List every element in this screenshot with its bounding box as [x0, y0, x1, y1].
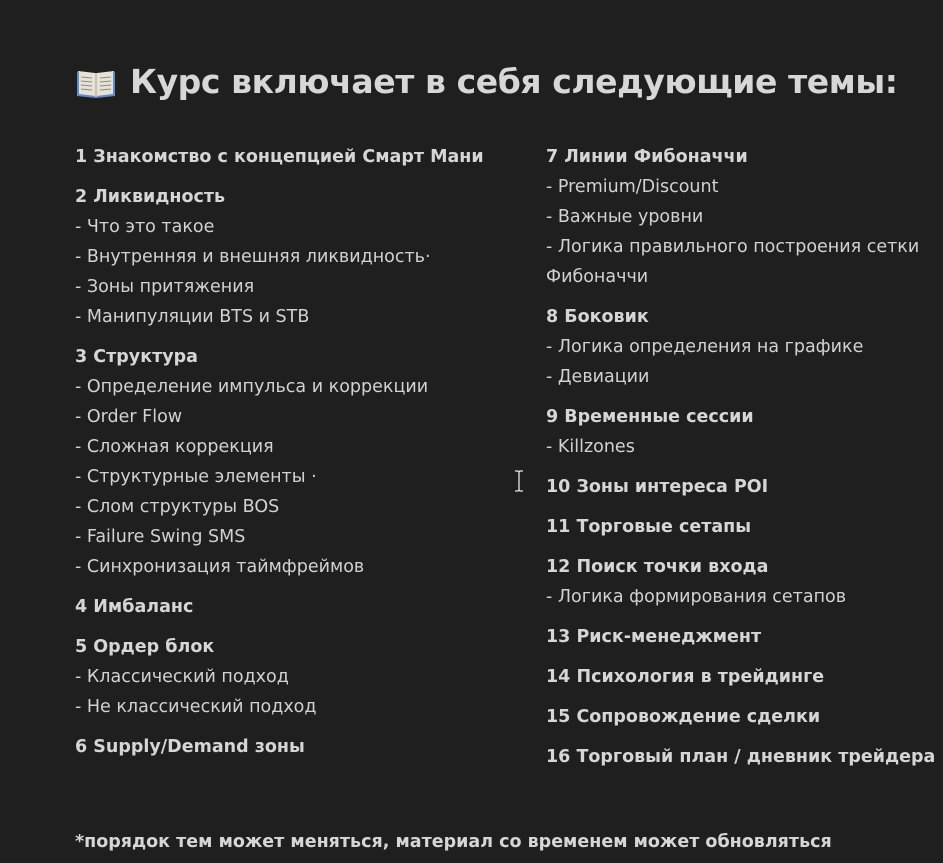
topics-column-left — [75, 142, 515, 772]
topic-title: 10 Зоны интереса POI — [546, 477, 769, 497]
footnote: *порядок тем может меняться, материал со временем может обновляться — [75, 832, 832, 852]
topic-title: 14 Психология в трейдинге — [546, 667, 825, 687]
topic-block — [75, 142, 515, 172]
topic-subitem: - Зоны притяжения — [75, 277, 255, 297]
topic-title: 2 Ликвидность — [75, 187, 226, 207]
page-heading — [76, 62, 898, 101]
topic-subitem: - Premium/Discount — [546, 177, 719, 197]
topic-subitem: - Важные уровни — [546, 207, 704, 227]
topic-block — [546, 142, 931, 292]
topic-block — [75, 592, 515, 622]
topic-subitem: - Структурные элементы · — [75, 467, 317, 487]
topic-subitem: - Не классический подход — [75, 697, 317, 717]
topic-block — [75, 342, 515, 582]
topic-block — [546, 512, 931, 542]
topic-block — [75, 732, 515, 762]
topic-subitem: - Логика формирования сетапов — [546, 587, 847, 607]
topic-subitem: - Killzones — [546, 437, 635, 457]
topic-title: 3 Структура — [75, 347, 198, 367]
topic-title: 8 Боковик — [546, 307, 649, 327]
topic-title: 1 Знакомство с концепцией Смарт Мани — [75, 147, 484, 167]
topic-subitem: - Слом структуры BOS — [75, 497, 280, 517]
topic-subitem: - Определение импульса и коррекции — [75, 377, 429, 397]
topic-subitem: - Order Flow — [75, 407, 183, 427]
topic-subitem: - Логика правильного построения сетки Фибоначчи — [546, 237, 920, 287]
topic-subitem: - Что это такое — [75, 217, 215, 237]
topic-title: 11 Торговые сетапы — [546, 517, 752, 537]
topic-subitem: - Классический подход — [75, 667, 289, 687]
topic-block — [75, 182, 515, 332]
topic-block — [546, 662, 931, 692]
topic-subitem: - Failure Swing SMS — [75, 527, 246, 547]
topic-title: 15 Сопровождение сделки — [546, 707, 821, 727]
topic-title: 6 Supply/Demand зоны — [75, 737, 305, 757]
topic-title: 13 Риск-менеджмент — [546, 627, 762, 647]
topic-subitem: - Манипуляции BTS и STB — [75, 307, 310, 327]
topic-block — [546, 302, 931, 392]
topic-subitem: - Внутренняя и внешняя ликвидность· — [75, 247, 431, 267]
topic-title: 5 Ордер блок — [75, 637, 215, 657]
open-book-icon — [76, 66, 116, 98]
topic-title: 16 Торговый план / дневник трейдера — [546, 747, 936, 767]
page-title: Курс включает в себя следующие темы: — [130, 62, 898, 101]
topic-title: 12 Поиск точки входа — [546, 557, 769, 577]
topic-title: 7 Линии Фибоначчи — [546, 147, 748, 167]
topic-block — [75, 632, 515, 722]
topic-block — [546, 702, 931, 732]
topic-subitem: - Синхронизация таймфреймов — [75, 557, 365, 577]
topics-column-right — [546, 142, 936, 782]
topic-block — [546, 552, 931, 612]
text-cursor-icon — [514, 470, 524, 492]
topic-block — [546, 472, 931, 502]
topic-block — [546, 742, 936, 772]
topic-block — [546, 622, 931, 652]
topic-subitem: - Логика определения на графике — [546, 337, 864, 357]
topic-title: 4 Имбаланс — [75, 597, 194, 617]
topic-subitem: - Сложная коррекция — [75, 437, 274, 457]
topic-title: 9 Временные сессии — [546, 407, 754, 427]
topic-block — [546, 402, 931, 462]
topic-subitem: - Девиации — [546, 367, 650, 387]
